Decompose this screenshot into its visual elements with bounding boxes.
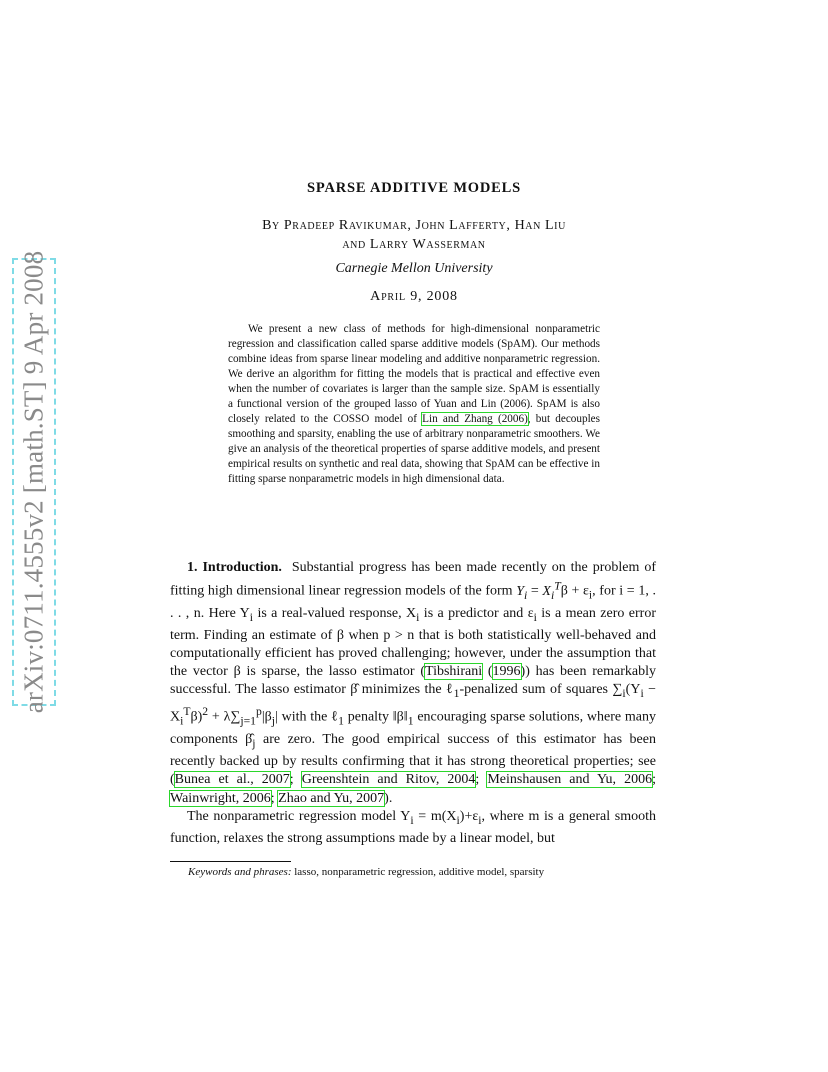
abstract-text-1: We present a new class of methods for high-dimensional nonparametric regression and classification called sparse additive models (SpAM). Our methods combine ideas from sparse linear modeling and additive nonparametric regression. We derive an algorithm for fitting the models that is practical and effective even when the number of covariates is larger than the sample size. SpAM is essentially a functional version of the grouped lasso of Yuan and Lin (2006). SpAM is also closely related to the COSSO model of <box>228 323 600 425</box>
footnote-rule <box>170 861 291 862</box>
citation-tibshirani-year[interactable]: 1996 <box>492 664 521 680</box>
citation-tibshirani[interactable]: Tibshirani <box>425 664 483 680</box>
citation-wainwright[interactable]: Wainwright, 2006 <box>170 790 271 806</box>
intro-paragraph-1: 1. Introduction. Substantial progress has been made recently on the problem of fitting high dimensional linear regression models of the form $Y_i = X_i^T\beta + \varepsilon_i$, for i = 1, . . . , n. Here $Y_i$ is a real-valued response, $X_i$ is a predictor and $\varepsilon_i$ is a mean zero error term. Finding an estimate of β when p > n that is both statistically well-behaved and computationally efficient has proved challenging; however, under the assumption that the vector β is sparse, the lasso estimator (Tibshirani (1996)) has been remarkably successful. The lasso estimator β̂ minimizes the ℓ$_1$-penalized sum of squares $\sum_i(Y_i - X_i^T\beta)^2 + \lambda\sum_{j=1}^p|\beta_j|$ with the ℓ$_1$ penalty $‖\beta‖_1$ encouraging sparse solutions, where many components $\betâ_j$ are zero. The good empirical success of this estimator has been recently backed up by results confirming that it has strong theoretical properties; see (Bunea et al., 2007; Greenshtein and Ritov, 2004; Meinshausen and Yu, 2006; Wainwright, 2006; Zhao and Yu, 2007). <box>170 560 656 806</box>
citation-bunea[interactable]: Bunea et al., 2007 <box>174 772 290 788</box>
introduction-section <box>170 559 656 848</box>
affiliation: Carnegie Mellon University <box>335 261 493 276</box>
citation-meinshausen[interactable]: Meinshausen and Yu, 2006 <box>487 772 653 788</box>
intro-paragraph-2: The nonparametric regression model $Y_i = m(X_i)+\varepsilon_i$, where m is a general smooth function, relaxes the strong assumptions made by a linear model, but <box>170 808 657 846</box>
footnote <box>188 866 544 878</box>
arxiv-stamp[interactable]: arXiv:0711.4555v2 [math.ST] 9 Apr 2008 <box>18 250 49 714</box>
footnote-text: lasso, nonparametric regression, additive model, sparsity <box>294 866 545 878</box>
authors-line-2: and Larry Wasserman <box>342 237 486 252</box>
citation-zhao-yu[interactable]: Zhao and Yu, 2007 <box>278 790 385 806</box>
date: April 9, 2008 <box>370 289 458 304</box>
authors <box>170 216 658 254</box>
footnote-label: Keywords and phrases: <box>188 866 292 878</box>
abstract-text-2: , but decouples smoothing and sparsity, enabling the use of arbitrary nonparametric smoothers. We give an analysis of the theoretical properties of sparse additive models, and present empirical results on synthetic and real data, showing that SpAM can be effective in fitting sparse nonparametric models in high dimensional data. <box>228 413 600 485</box>
section-heading: 1. Introduction. <box>187 560 282 575</box>
paper-title: SPARSE ADDITIVE MODELS <box>307 180 521 196</box>
authors-line-1: By Pradeep Ravikumar, John Lafferty, Han Liu <box>262 218 566 233</box>
abstract <box>228 322 600 487</box>
citation-lin-zhang[interactable]: Lin and Zhang (2006) <box>422 413 528 425</box>
citation-greenshtein[interactable]: Greenshtein and Ritov, 2004 <box>301 772 476 788</box>
